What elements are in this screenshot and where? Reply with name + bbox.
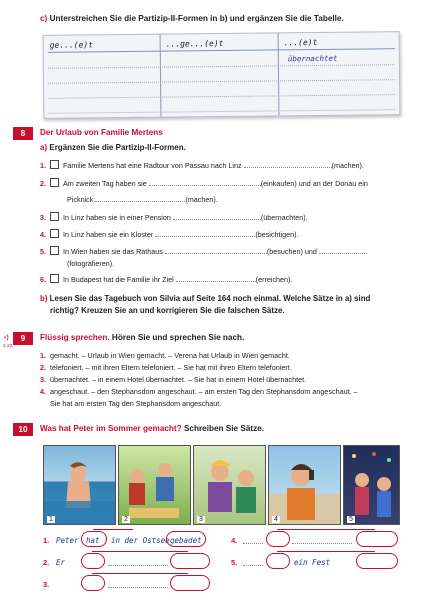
checkbox[interactable] [50, 274, 59, 283]
checkbox[interactable] [50, 229, 59, 238]
exercise-number-8: 8 [13, 127, 33, 140]
checkbox[interactable] [50, 212, 59, 221]
sentence-word: Er [56, 558, 66, 567]
illustration-phone: 4 [268, 445, 341, 525]
sentence-number: 1. [43, 536, 50, 545]
list-item: 2. telefoniert. – mit ihren Eltern telefoniert. – Sie hat mit ihren Eltern telefoniert. [40, 363, 292, 372]
exercise-8a-instruction: a) Ergänzen Sie die Partizip-II-Formen. [40, 143, 186, 152]
answer-oval[interactable] [170, 553, 210, 569]
illustration-swimming: 1 [43, 445, 116, 525]
column-divider [278, 33, 280, 115]
sentence-number: 2. [43, 558, 50, 567]
answer-oval[interactable] [170, 575, 210, 591]
audio-icon[interactable]: ◖) [3, 335, 9, 341]
connector-line [92, 573, 188, 574]
party-figures [344, 446, 399, 524]
answer-oval[interactable] [356, 531, 398, 547]
answer-blank[interactable] [243, 543, 263, 544]
answer-oval[interactable] [266, 531, 290, 547]
photo-figures [194, 446, 265, 524]
answer-blank[interactable] [108, 565, 168, 566]
swimmer-figure [44, 446, 115, 524]
picnic-figures [119, 446, 190, 524]
answer-oval[interactable] [81, 575, 105, 591]
exercise-10-title: Was hat Peter im Sommer gemacht? Schreiben Sie Sätze. [40, 424, 265, 433]
answer-blank[interactable] [149, 179, 261, 186]
illustration-picnic: 2 [118, 445, 191, 525]
checkbox[interactable] [50, 246, 59, 255]
answer-oval[interactable] [356, 553, 398, 569]
exercise-number-10: 10 [13, 423, 33, 436]
column-header-x-ge-et: ...ge...(e)t [165, 38, 224, 49]
connector-line [277, 529, 375, 530]
checkbox[interactable] [50, 178, 59, 187]
answer-blank[interactable] [244, 161, 332, 168]
checkbox[interactable] [50, 160, 59, 169]
phone-figure [269, 446, 340, 524]
audio-track-number: 2.22 [3, 344, 13, 349]
table-row [48, 108, 395, 114]
sentence-word: Peter [56, 536, 79, 545]
exercise-8-title: Der Urlaub von Familie Mertens [40, 128, 163, 137]
list-item: 4. angeschaut. – den Stephansdom angeschaut. – am ersten Tag den Stephansdom angeschaut. – [40, 387, 358, 396]
list-item-continued: Sie hat am ersten Tag den Stephansdom angeschaut. [50, 399, 222, 408]
list-item: 6. In Budapest hat die Familie ihr Ziel (erreichen). [40, 275, 293, 284]
sentence-number: 3. [43, 580, 50, 589]
list-item-continued: (fotografieren). [67, 259, 115, 268]
list-item: 1. Familie Mertens hat eine Radtour von Passau nach Linz (machen). [40, 161, 364, 170]
sentence-word: hat [86, 536, 100, 545]
table-example-answer: übernachtet [287, 53, 338, 64]
table-row [48, 78, 395, 84]
answer-blank[interactable] [165, 247, 267, 254]
column-header-ge-et: ge...(e)t [49, 40, 94, 50]
exercise-9-title: Flüssig sprechen. Hören Sie und sprechen Sie nach. [40, 333, 245, 342]
exercise-number-9: 9 [13, 332, 33, 345]
answer-blank[interactable] [319, 247, 367, 254]
answer-blank[interactable] [155, 230, 255, 237]
list-item: 4. In Linz haben sie ein Kloster (besichtigen). [40, 230, 299, 239]
answer-oval[interactable] [266, 553, 290, 569]
exercise-8b-instruction: b) Lesen Sie das Tagebuch von Silvia auf Seite 164 noch einmal. Welche Sätze in a) sind richtig? Kreuzen Sie an und korrigieren Sie die falschen Sätze. [40, 294, 371, 315]
list-item: 5. In Wien haben sie das Rathaus (besuchen) und [40, 246, 367, 256]
sentence-number: 4. [231, 536, 238, 545]
illustration-party: 5 [343, 445, 400, 525]
table-row [48, 93, 395, 99]
sentence-word: in der Ostsee [111, 536, 170, 545]
sentence-word: ein Fest [294, 558, 331, 567]
connector-line [93, 529, 133, 530]
illustration-photo: 3 [193, 445, 266, 525]
answer-oval[interactable] [81, 553, 105, 569]
list-item: 3. In Linz haben sie in einer Pension (übernachten). [40, 213, 308, 222]
table-row [48, 63, 395, 69]
list-item-continued: Picknick (machen). [67, 195, 218, 204]
answer-blank[interactable] [243, 565, 263, 566]
connector-line [92, 551, 188, 552]
list-item: 2. Am zweiten Tag haben sie (einkaufen) und an der Donau ein [40, 179, 368, 188]
sentence-word: gebadet [170, 536, 202, 545]
answer-blank[interactable] [292, 543, 352, 544]
list-item: 1. gemacht. – Urlaub in Wien gemacht. – Verena hat Urlaub in Wien gemacht. [40, 351, 290, 360]
header-rule [48, 48, 395, 53]
column-header-x-et: ...(e)t [283, 37, 318, 48]
connector-line [277, 551, 375, 552]
answer-blank[interactable] [95, 195, 185, 202]
exercise-c-instruction: c) Unterstreichen Sie die Partizip-II-Formen in b) und ergänzen Sie die Tabelle. [40, 14, 344, 23]
answer-blank[interactable] [173, 213, 261, 220]
answer-blank[interactable] [108, 587, 168, 588]
answer-blank[interactable] [176, 275, 256, 282]
column-divider [160, 35, 162, 117]
list-item: 3. übernachtet. – in einem Hotel übernachtet. – Sie hat in einem Hotel übernachtet. [40, 375, 307, 384]
sentence-number: 5. [231, 558, 238, 567]
partizip-table [43, 31, 401, 119]
